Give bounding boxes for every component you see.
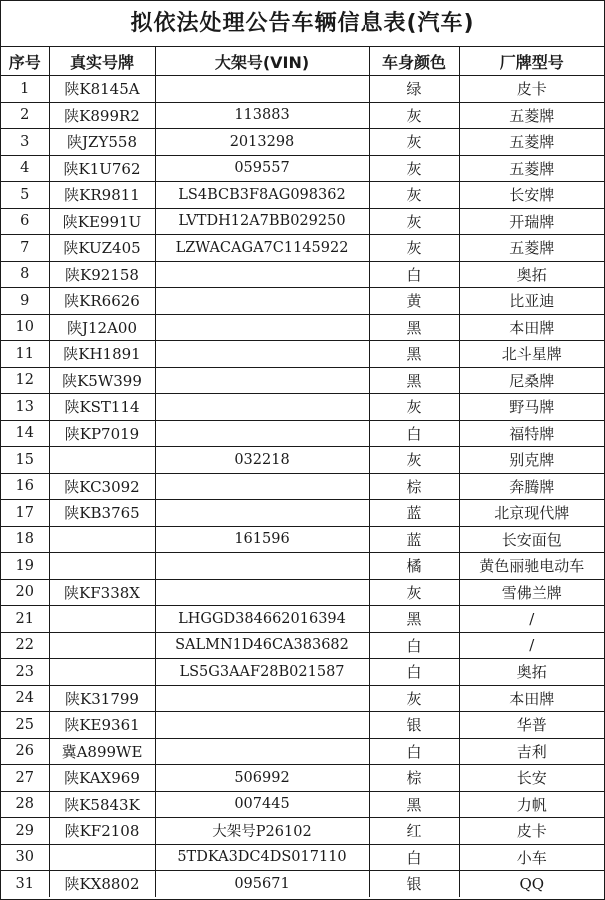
color-cell: 黑 xyxy=(369,341,459,368)
brand-cell: 开瑞牌 xyxy=(459,208,604,235)
vin-cell: LVTDH12A7BB029250 xyxy=(155,208,369,235)
brand-cell: 华普 xyxy=(459,712,604,739)
header-plate: 真实号牌 xyxy=(49,47,155,76)
color-cell: 灰 xyxy=(369,155,459,182)
header-brand: 厂牌型号 xyxy=(459,47,604,76)
vin-cell xyxy=(155,341,369,368)
color-cell: 红 xyxy=(369,818,459,845)
row-number: 27 xyxy=(1,765,49,792)
table-row xyxy=(1,367,604,394)
brand-cell: 别克牌 xyxy=(459,447,604,474)
brand-cell: 福特牌 xyxy=(459,420,604,447)
vin-cell xyxy=(155,314,369,341)
color-cell: 黄 xyxy=(369,288,459,315)
row-number: 7 xyxy=(1,235,49,262)
row-number: 21 xyxy=(1,606,49,633)
vin-cell: LS4BCB3F8AG098362 xyxy=(155,182,369,209)
color-cell: 灰 xyxy=(369,208,459,235)
vin-cell xyxy=(155,394,369,421)
color-cell: 白 xyxy=(369,261,459,288)
plate-cell: 陕KB3765 xyxy=(49,500,155,527)
table-row xyxy=(1,447,604,474)
brand-cell: 雪佛兰牌 xyxy=(459,579,604,606)
brand-cell: 五菱牌 xyxy=(459,102,604,129)
plate-cell: 陕KP7019 xyxy=(49,420,155,447)
color-cell: 白 xyxy=(369,420,459,447)
row-number: 4 xyxy=(1,155,49,182)
plate-cell: 陕KE991U xyxy=(49,208,155,235)
vin-cell xyxy=(155,420,369,447)
table-row xyxy=(1,129,604,156)
table-row xyxy=(1,500,604,527)
vin-cell: LS5G3AAF28B021587 xyxy=(155,659,369,686)
table-row xyxy=(1,76,604,103)
table-row xyxy=(1,579,604,606)
row-number: 3 xyxy=(1,129,49,156)
plate-cell: 陕KF338X xyxy=(49,579,155,606)
row-number: 5 xyxy=(1,182,49,209)
brand-cell: 小车 xyxy=(459,844,604,871)
color-cell: 白 xyxy=(369,844,459,871)
vin-cell: 032218 xyxy=(155,447,369,474)
color-cell: 灰 xyxy=(369,182,459,209)
vin-cell: LHGGD384662016394 xyxy=(155,606,369,633)
color-cell: 灰 xyxy=(369,102,459,129)
row-number: 9 xyxy=(1,288,49,315)
brand-cell: 黄色丽驰电动车 xyxy=(459,553,604,580)
plate-cell: 陕KUZ405 xyxy=(49,235,155,262)
table-row xyxy=(1,288,604,315)
vin-cell xyxy=(155,473,369,500)
color-cell: 白 xyxy=(369,659,459,686)
plate-cell: 陕K899R2 xyxy=(49,102,155,129)
brand-cell: 长安面包 xyxy=(459,526,604,553)
brand-cell: 北京现代牌 xyxy=(459,500,604,527)
color-cell: 灰 xyxy=(369,579,459,606)
table-row xyxy=(1,314,604,341)
plate-cell: 陕JZY558 xyxy=(49,129,155,156)
brand-cell: 五菱牌 xyxy=(459,155,604,182)
table-row xyxy=(1,659,604,686)
plate-cell: 陕KR9811 xyxy=(49,182,155,209)
brand-cell: 奔腾牌 xyxy=(459,473,604,500)
brand-cell: 吉利 xyxy=(459,738,604,765)
row-number: 1 xyxy=(1,76,49,103)
row-number: 23 xyxy=(1,659,49,686)
page-title: 拟依法处理公告车辆信息表(汽车) xyxy=(1,1,604,47)
vin-cell: 506992 xyxy=(155,765,369,792)
color-cell: 棕 xyxy=(369,765,459,792)
row-number: 26 xyxy=(1,738,49,765)
row-number: 29 xyxy=(1,818,49,845)
plate-cell: 陕K5843K xyxy=(49,791,155,818)
header-no: 序号 xyxy=(1,47,49,76)
plate-cell xyxy=(49,659,155,686)
row-number: 11 xyxy=(1,341,49,368)
color-cell: 橘 xyxy=(369,553,459,580)
plate-cell: 陕KC3092 xyxy=(49,473,155,500)
row-number: 20 xyxy=(1,579,49,606)
plate-cell: 陕K8145A xyxy=(49,76,155,103)
color-cell: 灰 xyxy=(369,235,459,262)
row-number: 12 xyxy=(1,367,49,394)
plate-cell: 陕KAX969 xyxy=(49,765,155,792)
vin-cell: 161596 xyxy=(155,526,369,553)
row-number: 6 xyxy=(1,208,49,235)
color-cell: 棕 xyxy=(369,473,459,500)
brand-cell: 奥拓 xyxy=(459,261,604,288)
color-cell: 银 xyxy=(369,871,459,897)
brand-cell: 长安 xyxy=(459,765,604,792)
brand-cell: 本田牌 xyxy=(459,685,604,712)
row-number: 18 xyxy=(1,526,49,553)
plate-cell xyxy=(49,553,155,580)
vin-cell: 007445 xyxy=(155,791,369,818)
row-number: 24 xyxy=(1,685,49,712)
plate-cell xyxy=(49,844,155,871)
vin-cell xyxy=(155,738,369,765)
vin-cell: SALMN1D46CA383682 xyxy=(155,632,369,659)
color-cell: 黑 xyxy=(369,367,459,394)
table-row xyxy=(1,182,604,209)
table-row xyxy=(1,235,604,262)
color-cell: 灰 xyxy=(369,129,459,156)
header-row xyxy=(1,47,604,76)
vin-cell: 095671 xyxy=(155,871,369,897)
row-number: 28 xyxy=(1,791,49,818)
row-number: 8 xyxy=(1,261,49,288)
header-vin: 大架号(VIN) xyxy=(155,47,369,76)
plate-cell: 陕KH1891 xyxy=(49,341,155,368)
color-cell: 蓝 xyxy=(369,500,459,527)
table-row xyxy=(1,341,604,368)
table-row xyxy=(1,208,604,235)
color-cell: 白 xyxy=(369,738,459,765)
vin-cell: 5TDKA3DC4DS017110 xyxy=(155,844,369,871)
color-cell: 灰 xyxy=(369,394,459,421)
vin-cell: LZWACAGA7C1145922 xyxy=(155,235,369,262)
vin-cell: 113883 xyxy=(155,102,369,129)
row-number: 13 xyxy=(1,394,49,421)
vin-cell xyxy=(155,500,369,527)
color-cell: 绿 xyxy=(369,76,459,103)
brand-cell: 长安牌 xyxy=(459,182,604,209)
vin-cell: 大架号P26102 xyxy=(155,818,369,845)
plate-cell: 陕KST114 xyxy=(49,394,155,421)
table-row xyxy=(1,261,604,288)
plate-cell: 陕J12A00 xyxy=(49,314,155,341)
table-row xyxy=(1,844,604,871)
row-number: 30 xyxy=(1,844,49,871)
brand-cell: 野马牌 xyxy=(459,394,604,421)
color-cell: 银 xyxy=(369,712,459,739)
plate-cell: 冀A899WE xyxy=(49,738,155,765)
table-row xyxy=(1,738,604,765)
brand-cell: 五菱牌 xyxy=(459,129,604,156)
row-number: 10 xyxy=(1,314,49,341)
plate-cell: 陕KF2108 xyxy=(49,818,155,845)
plate-cell xyxy=(49,447,155,474)
color-cell: 黑 xyxy=(369,791,459,818)
plate-cell: 陕KR6626 xyxy=(49,288,155,315)
color-cell: 灰 xyxy=(369,685,459,712)
plate-cell xyxy=(49,526,155,553)
vin-cell xyxy=(155,685,369,712)
color-cell: 黑 xyxy=(369,314,459,341)
table-row xyxy=(1,420,604,447)
brand-cell: 力帆 xyxy=(459,791,604,818)
table-row xyxy=(1,685,604,712)
table-row xyxy=(1,632,604,659)
brand-cell: 皮卡 xyxy=(459,818,604,845)
plate-cell xyxy=(49,606,155,633)
color-cell: 灰 xyxy=(369,447,459,474)
row-number: 15 xyxy=(1,447,49,474)
plate-cell: 陕KX8802 xyxy=(49,871,155,897)
plate-cell: 陕K5W399 xyxy=(49,367,155,394)
row-number: 14 xyxy=(1,420,49,447)
table-row xyxy=(1,553,604,580)
vehicle-table xyxy=(1,47,604,897)
table-row xyxy=(1,818,604,845)
table-row xyxy=(1,155,604,182)
plate-cell: 陕K1U762 xyxy=(49,155,155,182)
plate-cell: 陕K92158 xyxy=(49,261,155,288)
brand-cell: 五菱牌 xyxy=(459,235,604,262)
table-header xyxy=(1,47,604,76)
row-number: 17 xyxy=(1,500,49,527)
plate-cell: 陕KE9361 xyxy=(49,712,155,739)
vin-cell xyxy=(155,76,369,103)
color-cell: 黑 xyxy=(369,606,459,633)
vin-cell xyxy=(155,288,369,315)
row-number: 19 xyxy=(1,553,49,580)
table-row xyxy=(1,394,604,421)
table-row xyxy=(1,791,604,818)
color-cell: 白 xyxy=(369,632,459,659)
brand-cell: 比亚迪 xyxy=(459,288,604,315)
brand-cell: / xyxy=(459,632,604,659)
brand-cell: 北斗星牌 xyxy=(459,341,604,368)
brand-cell: / xyxy=(459,606,604,633)
plate-cell: 陕K31799 xyxy=(49,685,155,712)
table-body xyxy=(1,76,604,897)
table-row xyxy=(1,765,604,792)
header-color: 车身颜色 xyxy=(369,47,459,76)
table-row xyxy=(1,606,604,633)
brand-cell: QQ xyxy=(459,871,604,897)
table-row xyxy=(1,102,604,129)
vin-cell xyxy=(155,553,369,580)
table-row xyxy=(1,871,604,897)
brand-cell: 尼桑牌 xyxy=(459,367,604,394)
table-row xyxy=(1,526,604,553)
row-number: 22 xyxy=(1,632,49,659)
plate-cell xyxy=(49,632,155,659)
table-row xyxy=(1,712,604,739)
brand-cell: 皮卡 xyxy=(459,76,604,103)
row-number: 2 xyxy=(1,102,49,129)
vin-cell xyxy=(155,712,369,739)
vin-cell: 2013298 xyxy=(155,129,369,156)
table-row xyxy=(1,473,604,500)
vin-cell: 059557 xyxy=(155,155,369,182)
row-number: 31 xyxy=(1,871,49,897)
brand-cell: 奥拓 xyxy=(459,659,604,686)
row-number: 25 xyxy=(1,712,49,739)
vin-cell xyxy=(155,261,369,288)
vin-cell xyxy=(155,579,369,606)
color-cell: 蓝 xyxy=(369,526,459,553)
brand-cell: 本田牌 xyxy=(459,314,604,341)
vin-cell xyxy=(155,367,369,394)
row-number: 16 xyxy=(1,473,49,500)
